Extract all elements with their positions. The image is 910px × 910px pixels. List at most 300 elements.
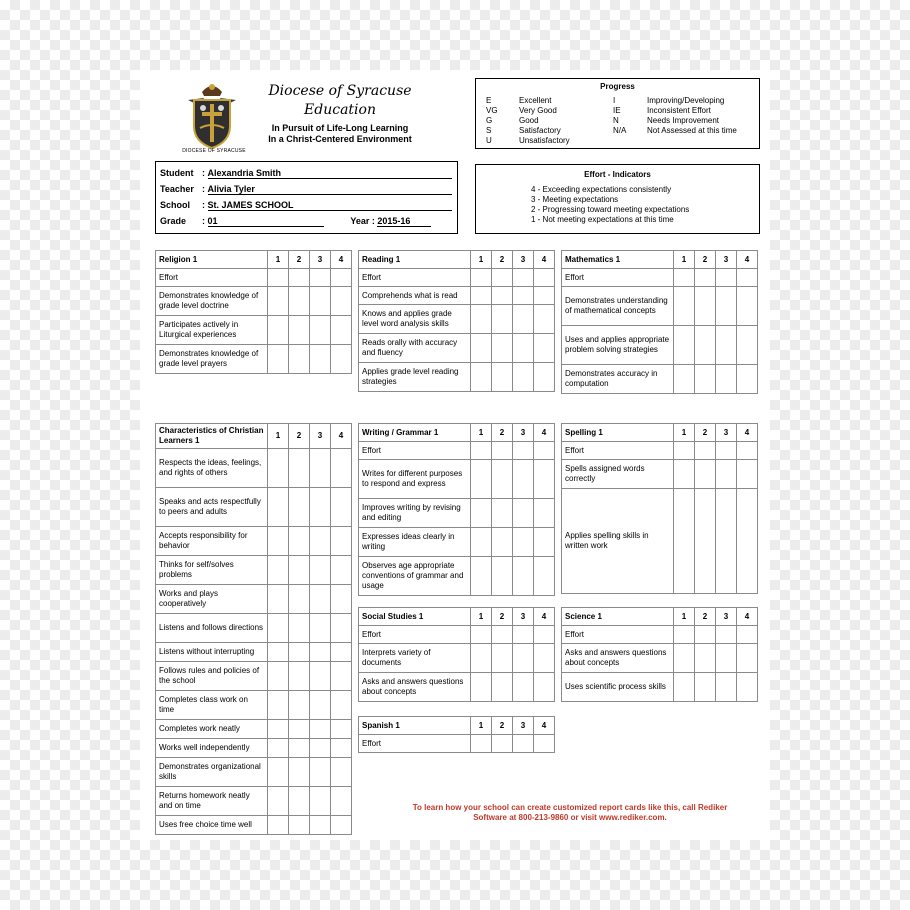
table-row xyxy=(359,442,555,460)
score-column-header: 1 xyxy=(471,424,492,442)
criterion-label: Demonstrates knowledge of grade level prayers xyxy=(156,345,268,374)
score-cell[interactable] xyxy=(289,527,310,556)
score-cell[interactable] xyxy=(513,626,534,644)
score-cell[interactable] xyxy=(331,816,352,835)
criterion-label: Expresses ideas clearly in writing xyxy=(359,528,471,557)
score-cell[interactable] xyxy=(268,720,289,739)
table-row xyxy=(562,269,758,287)
score-cell[interactable] xyxy=(471,269,492,287)
score-cell[interactable] xyxy=(492,269,513,287)
score-column-header: 4 xyxy=(331,251,352,269)
score-cell[interactable] xyxy=(534,460,555,499)
score-cell[interactable] xyxy=(695,442,716,460)
score-cell[interactable] xyxy=(471,626,492,644)
score-cell[interactable] xyxy=(268,816,289,835)
progress-legend xyxy=(475,78,760,149)
score-cell[interactable] xyxy=(492,334,513,363)
effort-indicators-title: Effort - Indicators xyxy=(584,170,651,179)
school-label: School xyxy=(160,200,191,210)
score-cell[interactable] xyxy=(471,305,492,334)
score-cell[interactable] xyxy=(513,644,534,673)
score-cell[interactable] xyxy=(534,269,555,287)
score-cell[interactable] xyxy=(471,442,492,460)
score-cell[interactable] xyxy=(513,363,534,392)
score-cell[interactable] xyxy=(471,528,492,557)
score-cell[interactable] xyxy=(289,662,310,691)
score-cell[interactable] xyxy=(513,557,534,596)
score-cell[interactable] xyxy=(737,442,758,460)
score-column-header: 4 xyxy=(534,717,555,735)
section-title: Reading 1 xyxy=(359,251,471,269)
score-cell[interactable] xyxy=(471,334,492,363)
criterion-label: Effort xyxy=(562,442,674,460)
score-cell[interactable] xyxy=(716,626,737,644)
score-cell[interactable] xyxy=(534,305,555,334)
score-cell[interactable] xyxy=(268,269,289,287)
score-cell[interactable] xyxy=(289,345,310,374)
score-cell[interactable] xyxy=(674,644,695,673)
table-row xyxy=(156,758,352,787)
score-cell[interactable] xyxy=(471,644,492,673)
table-row xyxy=(156,585,352,614)
score-cell[interactable] xyxy=(492,644,513,673)
criterion-label: Effort xyxy=(359,626,471,644)
score-column-header: 4 xyxy=(331,424,352,449)
table-header-row xyxy=(156,251,352,269)
score-cell[interactable] xyxy=(268,449,289,488)
criterion-label: Effort xyxy=(359,442,471,460)
score-cell[interactable] xyxy=(268,758,289,787)
score-cell[interactable] xyxy=(310,691,331,720)
criterion-label: Effort xyxy=(359,735,471,753)
score-cell[interactable] xyxy=(289,758,310,787)
score-cell[interactable] xyxy=(737,365,758,394)
score-cell[interactable] xyxy=(716,326,737,365)
score-cell[interactable] xyxy=(310,816,331,835)
subtitle-line-1: In Pursuit of Life-Long Learning xyxy=(271,123,409,133)
table-row xyxy=(156,269,352,287)
criterion-label: Interprets variety of documents xyxy=(359,644,471,673)
score-cell[interactable] xyxy=(471,557,492,596)
progress-code: IE xyxy=(613,106,621,115)
score-cell[interactable] xyxy=(695,269,716,287)
score-cell[interactable] xyxy=(695,489,716,594)
score-cell[interactable] xyxy=(737,626,758,644)
score-cell[interactable] xyxy=(513,287,534,305)
table-row xyxy=(359,499,555,528)
teacher-row: Teacher : Alivia Tyler xyxy=(160,184,452,195)
table-row xyxy=(156,662,352,691)
criterion-label: Applies spelling skills in written work xyxy=(562,489,674,594)
table-row xyxy=(156,787,352,816)
score-cell[interactable] xyxy=(674,442,695,460)
grade-field: 01 xyxy=(208,216,324,227)
score-column-header: 3 xyxy=(310,251,331,269)
score-cell[interactable] xyxy=(310,643,331,662)
table-row xyxy=(359,557,555,596)
score-cell[interactable] xyxy=(289,739,310,758)
score-cell[interactable] xyxy=(695,644,716,673)
score-cell[interactable] xyxy=(268,585,289,614)
effort-indicator-item: 2 - Progressing toward meeting expectations xyxy=(531,205,690,214)
table-row xyxy=(156,643,352,662)
score-cell[interactable] xyxy=(716,673,737,702)
score-cell[interactable] xyxy=(310,527,331,556)
table-row xyxy=(156,720,352,739)
grade-label: Grade xyxy=(160,216,187,226)
score-cell[interactable] xyxy=(492,363,513,392)
criterion-label: Uses and applies appropriate problem solving strategies xyxy=(562,326,674,365)
score-cell[interactable] xyxy=(289,585,310,614)
score-column-header: 2 xyxy=(695,608,716,626)
table-row xyxy=(359,334,555,363)
score-cell[interactable] xyxy=(513,528,534,557)
progress-description: Satisfactory xyxy=(519,126,561,135)
score-cell[interactable] xyxy=(492,305,513,334)
score-cell[interactable] xyxy=(310,556,331,585)
score-column-header: 2 xyxy=(492,251,513,269)
score-cell[interactable] xyxy=(289,488,310,527)
effort-indicator-item: 4 - Exceeding expectations consistently xyxy=(531,185,672,194)
score-cell[interactable] xyxy=(695,626,716,644)
score-cell[interactable] xyxy=(268,662,289,691)
score-cell[interactable] xyxy=(289,787,310,816)
score-cell[interactable] xyxy=(534,673,555,702)
score-cell[interactable] xyxy=(737,269,758,287)
score-cell[interactable] xyxy=(492,528,513,557)
table-row xyxy=(156,345,352,374)
progress-title: Progress xyxy=(600,82,635,91)
score-cell[interactable] xyxy=(492,460,513,499)
spelling-grades-table xyxy=(561,423,758,594)
score-cell[interactable] xyxy=(268,488,289,527)
score-cell[interactable] xyxy=(492,557,513,596)
score-column-header: 3 xyxy=(513,608,534,626)
score-cell[interactable] xyxy=(534,644,555,673)
score-cell[interactable] xyxy=(716,442,737,460)
score-cell[interactable] xyxy=(310,758,331,787)
score-cell[interactable] xyxy=(674,626,695,644)
score-cell[interactable] xyxy=(492,499,513,528)
table-row xyxy=(359,287,555,305)
score-cell[interactable] xyxy=(268,643,289,662)
score-cell[interactable] xyxy=(716,365,737,394)
reading-grades-table xyxy=(358,250,555,392)
score-column-header: 4 xyxy=(534,608,555,626)
score-cell[interactable] xyxy=(674,489,695,594)
score-cell[interactable] xyxy=(268,316,289,345)
score-cell[interactable] xyxy=(513,305,534,334)
year-label: Year xyxy=(350,216,370,226)
score-cell[interactable] xyxy=(695,326,716,365)
score-cell[interactable] xyxy=(331,643,352,662)
table-row xyxy=(359,673,555,702)
page-title xyxy=(250,82,430,120)
score-cell[interactable] xyxy=(534,528,555,557)
score-cell[interactable] xyxy=(737,673,758,702)
score-cell[interactable] xyxy=(534,442,555,460)
score-cell[interactable] xyxy=(695,365,716,394)
score-cell[interactable] xyxy=(310,585,331,614)
section-title: Mathematics 1 xyxy=(562,251,674,269)
score-column-header: 2 xyxy=(492,424,513,442)
progress-description: Needs Improvement xyxy=(647,116,720,125)
religion-grades-table xyxy=(155,250,352,374)
score-cell[interactable] xyxy=(268,787,289,816)
score-cell[interactable] xyxy=(331,488,352,527)
score-cell[interactable] xyxy=(534,287,555,305)
criterion-label: Writes for different purposes to respond and express xyxy=(359,460,471,499)
score-cell[interactable] xyxy=(471,287,492,305)
score-cell[interactable] xyxy=(289,720,310,739)
score-column-header: 4 xyxy=(534,251,555,269)
score-cell[interactable] xyxy=(737,460,758,489)
section-title: Social Studies 1 xyxy=(359,608,471,626)
score-cell[interactable] xyxy=(716,489,737,594)
writing-grades-table xyxy=(358,423,555,596)
progress-description: Not Assessed at this time xyxy=(647,126,737,135)
score-cell[interactable] xyxy=(310,488,331,527)
score-cell[interactable] xyxy=(331,720,352,739)
criterion-label: Respects the ideas, feelings, and rights of others xyxy=(156,449,268,488)
score-cell[interactable] xyxy=(674,287,695,326)
score-cell[interactable] xyxy=(674,269,695,287)
score-cell[interactable] xyxy=(310,662,331,691)
spanish-grades-table xyxy=(358,716,555,753)
score-cell[interactable] xyxy=(471,499,492,528)
score-cell[interactable] xyxy=(331,739,352,758)
score-cell[interactable] xyxy=(534,735,555,753)
score-column-header: 1 xyxy=(674,608,695,626)
table-row xyxy=(562,644,758,673)
progress-code: E xyxy=(486,96,492,105)
score-cell[interactable] xyxy=(534,363,555,392)
page-subtitle xyxy=(250,123,430,145)
score-cell[interactable] xyxy=(268,345,289,374)
score-cell[interactable] xyxy=(674,460,695,489)
criterion-label: Thinks for self/solves problems xyxy=(156,556,268,585)
score-cell[interactable] xyxy=(737,287,758,326)
table-row xyxy=(156,316,352,345)
score-cell[interactable] xyxy=(737,644,758,673)
criterion-label: Completes class work on time xyxy=(156,691,268,720)
score-column-header: 3 xyxy=(310,424,331,449)
score-cell[interactable] xyxy=(289,449,310,488)
criterion-label: Follows rules and policies of the school xyxy=(156,662,268,691)
footer-line-1: To learn how your school can create customized report cards like this, call Rediker xyxy=(412,803,728,812)
score-cell[interactable] xyxy=(674,365,695,394)
score-cell[interactable] xyxy=(310,787,331,816)
score-cell[interactable] xyxy=(289,816,310,835)
score-cell[interactable] xyxy=(534,499,555,528)
score-cell[interactable] xyxy=(289,316,310,345)
score-cell[interactable] xyxy=(534,557,555,596)
score-cell[interactable] xyxy=(310,269,331,287)
score-cell[interactable] xyxy=(268,556,289,585)
score-cell[interactable] xyxy=(716,287,737,326)
score-cell[interactable] xyxy=(513,499,534,528)
score-column-header: 1 xyxy=(674,424,695,442)
score-cell[interactable] xyxy=(492,442,513,460)
score-cell[interactable] xyxy=(289,643,310,662)
score-cell[interactable] xyxy=(331,758,352,787)
table-row xyxy=(359,644,555,673)
score-cell[interactable] xyxy=(513,460,534,499)
score-cell[interactable] xyxy=(268,527,289,556)
criterion-label: Demonstrates organizational skills xyxy=(156,758,268,787)
table-header-row xyxy=(562,424,758,442)
logo-caption: DIOCESE OF SYRACUSE xyxy=(182,148,246,154)
score-cell[interactable] xyxy=(310,449,331,488)
score-column-header: 4 xyxy=(737,424,758,442)
score-cell[interactable] xyxy=(289,269,310,287)
progress-description: Good xyxy=(519,116,539,125)
table-row xyxy=(156,287,352,316)
score-column-header: 2 xyxy=(289,251,310,269)
score-column-header: 2 xyxy=(289,424,310,449)
table-row xyxy=(359,269,555,287)
score-cell[interactable] xyxy=(716,644,737,673)
criterion-label: Participates actively in Liturgical experiences xyxy=(156,316,268,345)
score-cell[interactable] xyxy=(331,556,352,585)
score-cell[interactable] xyxy=(492,626,513,644)
score-cell[interactable] xyxy=(289,556,310,585)
score-cell[interactable] xyxy=(331,662,352,691)
score-cell[interactable] xyxy=(716,269,737,287)
score-cell[interactable] xyxy=(513,334,534,363)
section-title: Characteristics of Christian Learners 1 xyxy=(156,424,268,449)
table-row xyxy=(562,673,758,702)
student-label: Student xyxy=(160,168,194,178)
criterion-label: Effort xyxy=(359,269,471,287)
table-header-row xyxy=(562,251,758,269)
score-cell[interactable] xyxy=(310,614,331,643)
criterion-label: Spells assigned words correctly xyxy=(562,460,674,489)
score-cell[interactable] xyxy=(534,334,555,363)
score-cell[interactable] xyxy=(471,673,492,702)
score-cell[interactable] xyxy=(331,614,352,643)
progress-description: Unsatisfactory xyxy=(519,136,570,145)
social-studies-grades-table xyxy=(358,607,555,702)
score-cell[interactable] xyxy=(513,673,534,702)
score-cell[interactable] xyxy=(289,287,310,316)
score-cell[interactable] xyxy=(268,614,289,643)
score-cell[interactable] xyxy=(331,316,352,345)
school-row: School : St. JAMES SCHOOL xyxy=(160,200,452,211)
subtitle-line-2: In a Christ-Centered Environment xyxy=(268,134,412,144)
student-name-field: Alexandria Smith xyxy=(208,168,452,179)
score-cell[interactable] xyxy=(471,735,492,753)
table-header-row xyxy=(156,424,352,449)
criterion-label: Reads orally with accuracy and fluency xyxy=(359,334,471,363)
table-row xyxy=(156,739,352,758)
criterion-label: Demonstrates understanding of mathematical concepts xyxy=(562,287,674,326)
score-cell[interactable] xyxy=(492,673,513,702)
table-row xyxy=(562,365,758,394)
score-cell[interactable] xyxy=(310,287,331,316)
score-cell[interactable] xyxy=(268,691,289,720)
score-cell[interactable] xyxy=(492,735,513,753)
table-header-row xyxy=(359,608,555,626)
score-cell[interactable] xyxy=(471,363,492,392)
table-row xyxy=(562,460,758,489)
score-cell[interactable] xyxy=(695,460,716,489)
year-field: 2015-16 xyxy=(377,216,431,227)
teacher-name-field: Alivia Tyler xyxy=(208,184,452,195)
score-cell[interactable] xyxy=(471,460,492,499)
effort-indicator-item: 3 - Meeting expectations xyxy=(531,195,619,204)
progress-code: U xyxy=(486,136,492,145)
table-row xyxy=(562,326,758,365)
score-cell[interactable] xyxy=(268,739,289,758)
progress-code: N/A xyxy=(613,126,627,135)
score-cell[interactable] xyxy=(513,735,534,753)
score-cell[interactable] xyxy=(331,269,352,287)
progress-code: VG xyxy=(486,106,498,115)
criterion-label: Asks and answers questions about concepts xyxy=(359,673,471,702)
score-cell[interactable] xyxy=(310,316,331,345)
score-cell[interactable] xyxy=(310,345,331,374)
score-column-header: 1 xyxy=(268,251,289,269)
title-line-1: Diocese of Syracuse xyxy=(268,83,412,99)
score-cell[interactable] xyxy=(331,585,352,614)
progress-description: Very Good xyxy=(519,106,557,115)
score-cell[interactable] xyxy=(737,489,758,594)
section-title: Science 1 xyxy=(562,608,674,626)
score-cell[interactable] xyxy=(289,614,310,643)
criterion-label: Uses free choice time well xyxy=(156,816,268,835)
score-cell[interactable] xyxy=(289,691,310,720)
table-header-row xyxy=(562,608,758,626)
criterion-label: Knows and applies grade level word analysis skills xyxy=(359,305,471,334)
score-cell[interactable] xyxy=(331,449,352,488)
score-cell[interactable] xyxy=(513,442,534,460)
criterion-label: Observes age appropriate conventions of grammar and usage xyxy=(359,557,471,596)
score-cell[interactable] xyxy=(695,287,716,326)
score-cell[interactable] xyxy=(716,460,737,489)
score-cell[interactable] xyxy=(674,673,695,702)
score-cell[interactable] xyxy=(695,673,716,702)
title-line-2: Education xyxy=(304,102,376,118)
score-cell[interactable] xyxy=(331,527,352,556)
score-cell[interactable] xyxy=(492,287,513,305)
table-row xyxy=(359,735,555,753)
student-info xyxy=(155,161,458,234)
criterion-label: Demonstrates accuracy in computation xyxy=(562,365,674,394)
footer-line-2: Software at 800-213-9860 or visit www.rediker.com. xyxy=(473,813,667,822)
score-cell[interactable] xyxy=(268,287,289,316)
score-cell[interactable] xyxy=(513,269,534,287)
score-cell[interactable] xyxy=(310,739,331,758)
score-cell[interactable] xyxy=(674,326,695,365)
score-column-header: 3 xyxy=(513,717,534,735)
criterion-label: Returns homework neatly and on time xyxy=(156,787,268,816)
teacher-label: Teacher xyxy=(160,184,194,194)
score-cell[interactable] xyxy=(310,720,331,739)
score-cell[interactable] xyxy=(331,691,352,720)
score-cell[interactable] xyxy=(331,787,352,816)
progress-description: Inconsistent Effort xyxy=(647,106,711,115)
section-title: Writing / Grammar 1 xyxy=(359,424,471,442)
score-cell[interactable] xyxy=(534,626,555,644)
table-row xyxy=(156,816,352,835)
score-column-header: 4 xyxy=(737,608,758,626)
section-title: Religion 1 xyxy=(156,251,268,269)
score-column-header: 4 xyxy=(737,251,758,269)
score-cell[interactable] xyxy=(737,326,758,365)
score-cell[interactable] xyxy=(331,345,352,374)
score-cell[interactable] xyxy=(331,287,352,316)
